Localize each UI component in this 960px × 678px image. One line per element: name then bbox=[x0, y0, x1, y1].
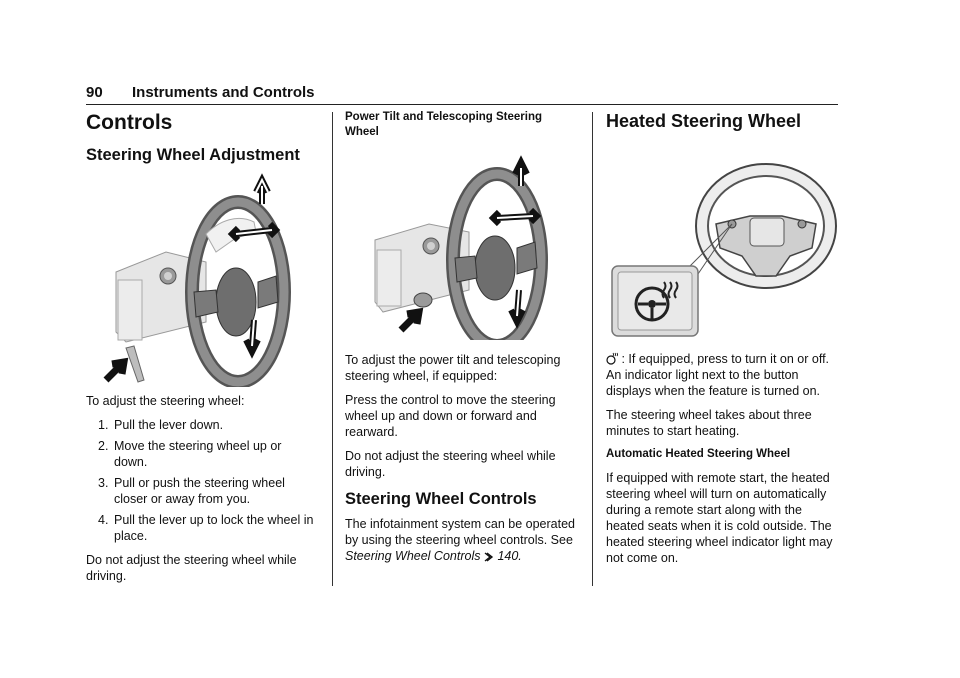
power-tilt-intro: To adjust the power tilt and telescoping steering wheel, if equipped: bbox=[345, 353, 561, 383]
page-reference-icon bbox=[484, 552, 494, 562]
list-item: 1. Pull the lever down. bbox=[98, 418, 224, 432]
power-tilt-instructions: Press the control to move the steering wheel up and down or forward and rearward. bbox=[345, 393, 556, 439]
list-item: 4. Pull the lever up to lock the wheel in place. bbox=[98, 513, 314, 543]
heading-steering-wheel-adjustment: Steering Wheel Adjustment bbox=[86, 146, 300, 164]
heading-controls: Controls bbox=[86, 111, 173, 134]
list-item: 2. Move the steering wheel up or down. bbox=[98, 439, 282, 469]
column-divider bbox=[332, 112, 333, 586]
subheading-power-tilt: Power Tilt and Telescoping Steering Wheel bbox=[345, 111, 543, 138]
subheading-automatic-heated-wheel: Automatic Heated Steering Wheel bbox=[606, 448, 791, 460]
steps-intro: To adjust the steering wheel: bbox=[86, 394, 245, 408]
driving-warning: Do not adjust the steering wheel while driving. bbox=[86, 553, 297, 583]
heading-steering-wheel-controls: Steering Wheel Controls bbox=[345, 490, 537, 508]
column-2 bbox=[345, 110, 577, 572]
heading-heated-steering-wheel: Heated Steering Wheel bbox=[606, 111, 802, 131]
column-divider bbox=[592, 112, 593, 586]
page-number: 90 bbox=[86, 84, 103, 101]
steering-wheel-controls-text: The infotainment system can be operated by using the steering wheel controls. See Steering Wheel Controls 140. bbox=[345, 517, 575, 563]
section-title: Instruments and Controls bbox=[132, 84, 315, 101]
automatic-heated-wheel-text: If equipped with remote start, the heated steering wheel will turn on automatically during a remote start along with the heated seats when it is cold outside. The heated steering wheel indicator light may not come on. bbox=[606, 471, 833, 565]
power-tilt-steering-wheel-illustration bbox=[345, 140, 577, 340]
column-1 bbox=[86, 110, 318, 592]
steps-list bbox=[86, 417, 318, 544]
column-3 bbox=[606, 110, 838, 574]
heating-time-text: The steering wheel takes about three minutes to start heating. bbox=[606, 408, 812, 438]
heated-steering-wheel-icon bbox=[606, 352, 618, 365]
page-reference: 140. bbox=[497, 549, 522, 563]
list-item: 3. Pull or push the steering wheel closer or away from you. bbox=[98, 476, 285, 506]
steering-wheel-controls-link[interactable]: Steering Wheel Controls bbox=[345, 549, 481, 563]
manual-tilt-steering-wheel-illustration bbox=[86, 172, 318, 387]
page-header bbox=[86, 84, 838, 105]
heated-steering-wheel-illustration bbox=[606, 138, 838, 343]
heated-wheel-description: : If equipped, press to turn it on or off. An indicator light next to the button displays when the feature is turned on. bbox=[606, 352, 830, 398]
power-tilt-warning: Do not adjust the steering wheel while driving. bbox=[345, 449, 556, 479]
